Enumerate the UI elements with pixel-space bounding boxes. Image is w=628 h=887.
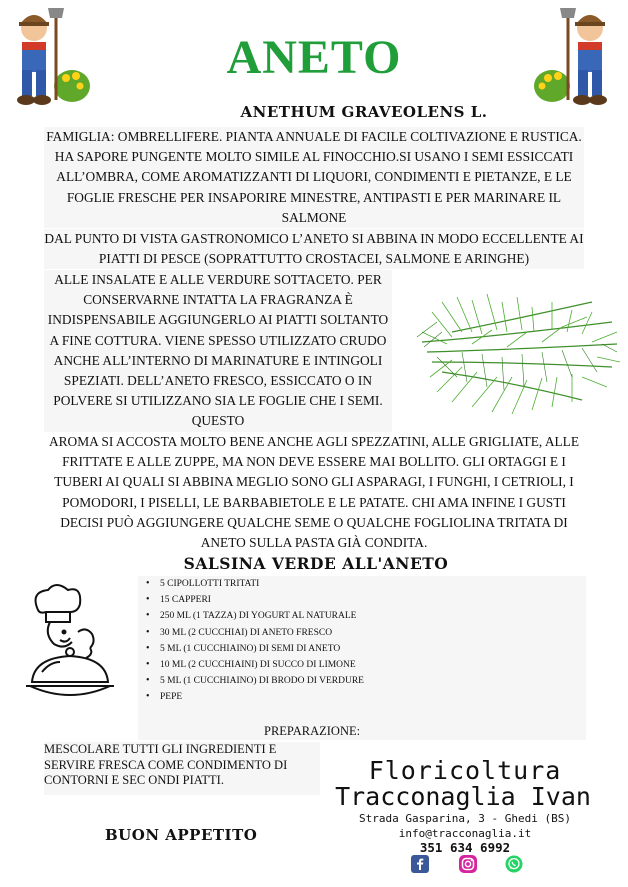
facebook-icon[interactable] [411,855,429,873]
shop-name-line-2: Tracconaglia Ivan [335,782,591,811]
closing-text: BUON APPETITO [105,826,258,844]
list-item: • PEPE [138,689,586,705]
list-item: • 250 ML (1 TAZZA) DI YOGURT AL NATURALE [138,608,586,624]
list-item: • 5 ML (1 CUCCHIAINO) DI SEMI DI ANETO [138,641,586,657]
list-item: • 5 ML (1 CUCCHIAINO) DI BRODO DI VERDURE [138,673,586,689]
instagram-icon[interactable] [459,855,477,873]
description-paragraph-3: ALLE INSALATE E ALLE VERDURE SOTTACETO. PER CONSERVARNE INTATTA LA FRAGRANZA È INDISPENSABILE AGGIUNGERLO AI PIATTI SOLTANTO A FINE COTTURA. VIENE SPESSO UTILIZZATO CRUDO ANCHE ALL’INTERNO DI MARINATURE E INTINGOLI SPEZIATI. DELL’ANETO FRESCO, ESSICCATO O IN POLVERE SI UTILIZZANO SIA LE FOGLIE CHE I SEMI. QUESTO [44,270,392,432]
shop-address: Strada Gasparina, 3 - Ghedi (BS) [359,812,571,825]
list-item: • 10 ML (2 CUCCHIAINI) DI SUCCO DI LIMONE [138,657,586,673]
preparation-label: PREPARAZIONE: [264,724,361,738]
list-item: • 30 ML (2 CUCCHIAI) DI ANETO FRESCO [138,625,586,641]
description-paragraph-4: AROMA SI ACCOSTA MOLTO BENE ANCHE AGLI SPEZZATINI, ALLE GRIGLIATE, ALLE FRITTATE E ALLE ZUPPE, MA NON DEVE ESSERE MAI BOLLITO. GLI ORTAGGI E I TUBERI AI QUALI SI ABBINA MEGLIO SONO GLI ASPARAGI, I FUNGHI, I CETRIOLI, I POMODORI, I PISELLI, LE BARBABIETOLE E LE PATATE. CHI AMA INFINE I GUSTI DECISI PUÒ AGGIUNGERE QUALCHE SEME O QUALCHE FOGLIOLINA TRITATA DI ANETO SULLA PASTA GIÀ CONDITA. [48,434,580,551]
dill-plant-image [412,282,622,420]
list-item: • 5 CIPOLLOTTI TRITATI [138,576,586,592]
shop-email[interactable]: info@tracconaglia.it [398,827,532,840]
page-title: ANETO [226,31,402,84]
shop-name-line-1: Floricoltura [368,756,562,785]
description-paragraph-1: FAMIGLIA: OMBRELLIFERE. PIANTA ANNUALE DI FACILE COLTIVAZIONE E RUSTICA. HA SAPORE PUNGENTE MOLTO SIMILE AL FINOCCHIO.SI USANO I SEMI ESSICCATI ALL’OMBRA, COME AROMATIZZANTI DI LIQUORI, CONDIMENTI E PIETANZE, E LE FOGLIE FRESCHE PER INSAPORIRE MINESTRE, ANTIPASTI E PER MARINARE IL SALMONE [44,127,584,228]
shop-phone[interactable]: 351 634 6992 [419,840,511,855]
chef-illustration [20,582,120,710]
whatsapp-icon[interactable] [505,855,523,873]
ingredients-list [138,576,586,740]
description-paragraph-2: DAL PUNTO DI VISTA GASTRONOMICO L’ANETO SI ABBINA IN MODO ECCELLENTE AI PIATTI DI PESCE (SOPRATTUTTO CROSTACEI, SALMONE E ARINGHE) [44,229,584,269]
list-item: • 15 CAPPERI [138,592,586,608]
preparation-text: MESCOLARE TUTTI GLI INGREDIENTI E SERVIRE FRESCA COME CONDIMENTO DI CONTORNI E SEC ONDI PIATTI. [44,742,320,795]
scientific-name: ANETHUM GRAVEOLENS L. [240,103,488,121]
recipe-title: SALSINA VERDE ALL'ANETO [183,554,449,573]
